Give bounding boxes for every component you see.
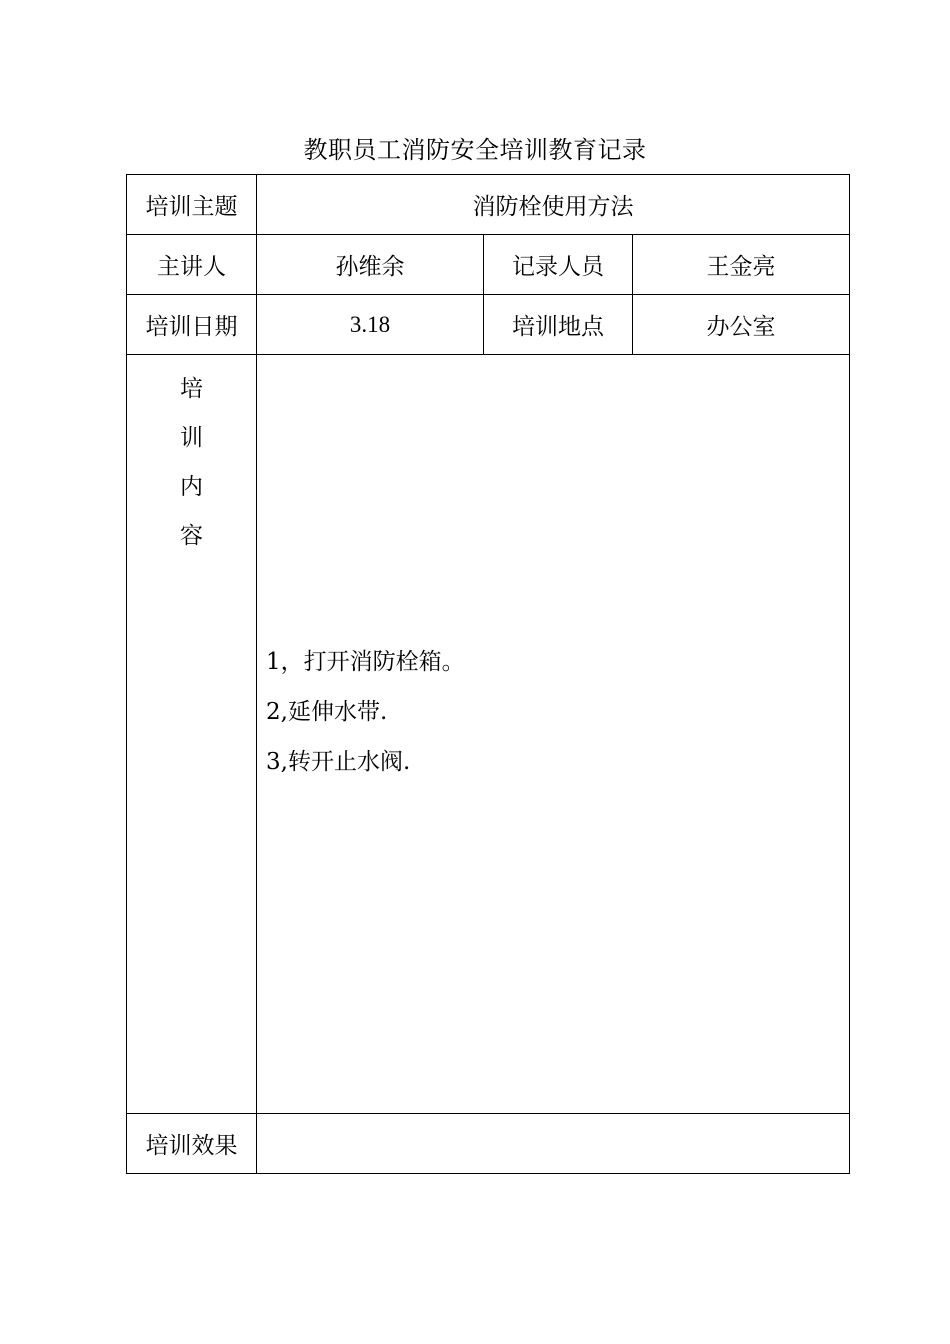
- location-label: 培训地点: [484, 295, 633, 355]
- effect-label: 培训效果: [127, 1114, 257, 1174]
- page-title: 教职员工消防安全培训教育记录: [303, 136, 647, 164]
- content-list: [266, 637, 465, 787]
- training-record-table: [126, 174, 850, 1174]
- content-line: 2,延伸水带.: [266, 699, 388, 725]
- content-line: 1，打开消防栓箱。: [266, 649, 465, 675]
- content-cell: [257, 355, 850, 1114]
- content-row: [127, 355, 850, 1114]
- content-label: [127, 355, 256, 561]
- content-label-cell: [127, 355, 257, 1114]
- content-label-char: 培: [180, 376, 203, 402]
- effect-value: [257, 1114, 850, 1174]
- content-label-char: 训: [180, 425, 203, 451]
- speaker-label: 主讲人: [127, 235, 257, 295]
- content-line: 3,转开止水阀.: [266, 749, 411, 775]
- effect-row: [127, 1114, 850, 1174]
- topic-label: 培训主题: [127, 175, 257, 235]
- recorder-label: 记录人员: [484, 235, 633, 295]
- speaker-row: [127, 235, 850, 295]
- date-row: [127, 295, 850, 355]
- date-value: 3.18: [257, 295, 484, 355]
- location-value: 办公室: [633, 295, 850, 355]
- topic-value: 消防栓使用方法: [257, 175, 850, 235]
- topic-row: [127, 175, 850, 235]
- speaker-value: 孙维余: [257, 235, 484, 295]
- content-label-char: 内: [180, 474, 203, 500]
- content-label-char: 容: [180, 523, 203, 549]
- recorder-value: 王金亮: [633, 235, 850, 295]
- date-label: 培训日期: [127, 295, 257, 355]
